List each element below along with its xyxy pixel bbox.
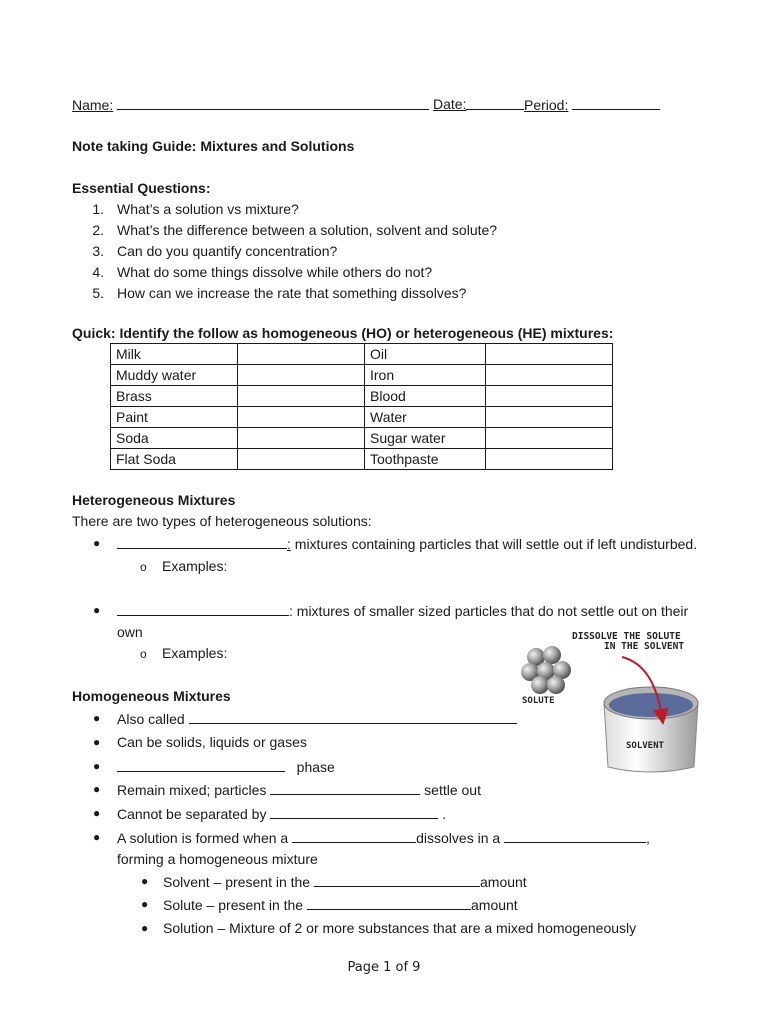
solution-formed-item: A solution is formed when a dissolves in a ,: [117, 830, 650, 846]
solvent-amount-blank[interactable]: [314, 872, 480, 887]
phase-item: phase: [117, 757, 335, 776]
bullet-icon: ●: [93, 759, 101, 773]
table-row: [111, 428, 613, 449]
table-row: [111, 449, 613, 470]
heterogeneous-intro: There are two types of heterogeneous solutions:: [72, 513, 372, 529]
bullet-continuation: own: [117, 624, 143, 640]
solution-def-item: Solution – Mixture of 2 or more substances that are a mixed homogeneously: [163, 920, 637, 936]
list-item: What’s the difference between a solution, solvent and solute?: [117, 222, 498, 238]
answer-cell[interactable]: [238, 386, 365, 407]
table-cell: Milk: [111, 344, 238, 365]
homogeneous-heading: Homogeneous Mixtures: [72, 688, 231, 704]
date-blank[interactable]: [466, 95, 524, 110]
bullet-icon: ●: [93, 711, 101, 725]
solution-formed-continuation: forming a homogeneous mixture: [117, 851, 318, 867]
table-cell: Sugar water: [365, 428, 486, 449]
circle-bullet-icon: o: [140, 647, 147, 661]
cannot-separate-item: Cannot be separated by .: [117, 806, 447, 822]
heterogeneous-heading: Heterogeneous Mixtures: [72, 492, 236, 508]
table-row: [111, 344, 613, 365]
answer-cell[interactable]: [238, 407, 365, 428]
bullet-icon: ●: [93, 782, 101, 796]
table-cell: Muddy water: [111, 365, 238, 386]
solute-blank[interactable]: [292, 828, 416, 843]
table-cell: Toothpaste: [365, 449, 486, 470]
bullet-icon: ●: [93, 830, 101, 844]
answer-cell[interactable]: [486, 407, 613, 428]
solute-label: SOLUTE: [522, 696, 555, 706]
mixture-table: [110, 343, 613, 470]
table-cell: Oil: [365, 344, 486, 365]
bullet-icon: ●: [93, 536, 101, 550]
table-cell: Blood: [365, 386, 486, 407]
heterogeneous-bullet-2: : mixtures of smaller sized particles that do not settle out on their: [117, 601, 688, 620]
date-label: Date:: [433, 96, 467, 112]
list-item: Can do you quantify concentration?: [117, 243, 338, 259]
dissolve-illustration: [516, 625, 716, 775]
answer-cell[interactable]: [238, 344, 365, 365]
document-page: Name: Date: Period: Note taking Guide: Mixtures and Solutions Essential Questions: 1. What’s a solution vs mixture? 2. What’s the difference between a solution, solvent and solute? 3. Can do you quantify concentration? 4. What do some things dissolve while others do not? 5. How can we increase the rate that something dissolves? Quick: Identify the follow as homogeneous (HO) or heterogeneous (HE) mixtures: Milk Oil Muddy water Iron Brass Blood Paint Water Soda Sugar water Flat Soda Toothpaste Heterogeneous Mixtures There are two types of heterogeneous solutions: ● : mixtures containing particles that will settle out if left undisturbed. o Examples: ● : mixtures of smaller sized particles that do not settle out on their own o Examples: DISSOLVE THE SOLUTE IN THE SOLVENT SOLUTE SOLVENT Homogeneous Mixtures ● Also called ● Can be solids, liquids or gases ● phase ● Remain mixed; particles settle out ● Cannot be separated by . ● A solution is formed when a dissolves in a , forming a homogeneous mixture ● Solvent – present in the amount ● Solute – present in the amount ● Solution – Mixture of 2 or more substances that are a mixed homogeneously Page 1 of 9: [0, 0, 768, 1024]
table-row: [111, 386, 613, 407]
answer-cell[interactable]: [486, 365, 613, 386]
states-item: Can be solids, liquids or gases: [117, 734, 307, 750]
solvent-container: [604, 687, 698, 772]
period-label: Period:: [524, 97, 569, 113]
name-blank[interactable]: [117, 95, 429, 110]
also-called-item: Also called: [117, 709, 517, 728]
also-called-blank-2[interactable]: [371, 709, 517, 724]
examples-label: Examples:: [162, 558, 228, 574]
answer-cell[interactable]: [486, 449, 613, 470]
answer-cell[interactable]: [486, 386, 613, 407]
solvent-label: SOLVENT: [626, 741, 664, 751]
bullet-icon: ●: [93, 806, 101, 820]
bullet-icon: ●: [141, 874, 149, 888]
table-cell: Paint: [111, 407, 238, 428]
name-label: Name:: [72, 97, 114, 113]
solute-def-item: Solute – present in the amount: [163, 897, 518, 913]
essential-heading: Essential Questions:: [72, 180, 211, 196]
date-blank-wrap: [466, 95, 524, 114]
table-row: [111, 407, 613, 428]
heterogeneous-bullet-1: : mixtures containing particles that will settle out if left undisturbed.: [117, 534, 697, 553]
list-item: What’s a solution vs mixture?: [117, 201, 299, 217]
dissolve-figure: [516, 625, 716, 775]
solvent-def-item: Solvent – present in the amount: [163, 874, 527, 890]
table-cell: Brass: [111, 386, 238, 407]
table-cell: Soda: [111, 428, 238, 449]
name-row: [72, 95, 429, 114]
bullet-icon: ●: [93, 735, 101, 749]
suspension-blank[interactable]: [117, 534, 287, 549]
table-cell: Water: [365, 407, 486, 428]
period-row: [524, 95, 660, 114]
examples-label: Examples:: [162, 645, 228, 661]
table-cell: Iron: [365, 365, 486, 386]
separation-blank[interactable]: [270, 804, 438, 819]
list-item: What do some things dissolve while others do not?: [117, 264, 433, 280]
figure-caption-line2: IN THE SOLVENT: [604, 641, 685, 652]
also-called-blank-1[interactable]: [189, 709, 371, 724]
settle-blank[interactable]: [270, 780, 420, 795]
answer-cell[interactable]: [238, 428, 365, 449]
remain-mixed-item: Remain mixed; particles settle out: [117, 782, 481, 798]
bullet-icon: ●: [141, 921, 149, 935]
colloid-blank[interactable]: [117, 601, 289, 616]
answer-cell[interactable]: [486, 344, 613, 365]
bullet-icon: ●: [93, 603, 101, 617]
figure-caption-line1: DISSOLVE THE SOLUTE: [572, 631, 681, 642]
solute-amount-blank[interactable]: [307, 895, 471, 910]
table-row: [111, 365, 613, 386]
bullet-icon: ●: [141, 897, 149, 911]
circle-bullet-icon: o: [140, 560, 147, 574]
solute-particles: [521, 646, 571, 694]
quick-heading: Quick: Identify the follow as homogeneous (HO) or heterogeneous (HE) mixtures:: [72, 325, 614, 341]
answer-cell[interactable]: [486, 428, 613, 449]
page-number: Page 1 of 9: [347, 960, 421, 975]
table-cell: Flat Soda: [111, 449, 238, 470]
answer-cell[interactable]: [238, 449, 365, 470]
list-item: How can we increase the rate that something dissolves?: [117, 285, 467, 301]
page-title: Note taking Guide: Mixtures and Solutions: [72, 138, 355, 154]
period-blank[interactable]: [572, 95, 660, 110]
answer-cell[interactable]: [238, 365, 365, 386]
solvent-blank[interactable]: [504, 828, 646, 843]
phase-blank[interactable]: [117, 757, 285, 772]
